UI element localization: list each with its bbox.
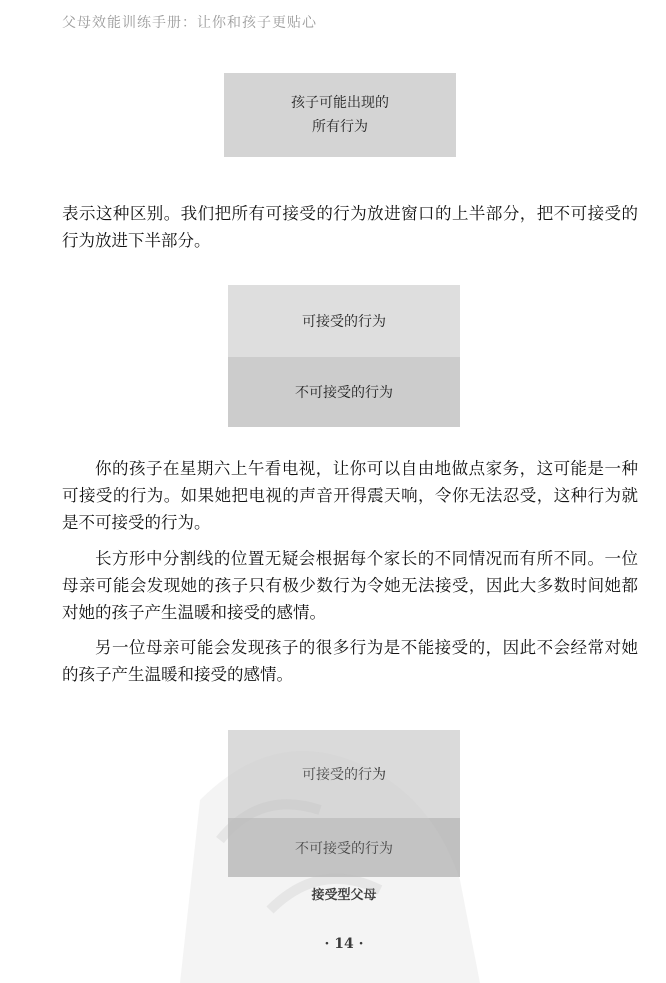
running-header: 父母效能训练手册：让你和孩子更贴心	[62, 15, 317, 31]
paragraph-2: 你的孩子在星期六上午看电视，让你可以自由地做点家务，这可能是一种可接受的行为。如果她把电视的声音开得震天响，令你无法忍受，这种行为就是不可接受的行为。	[62, 459, 638, 532]
figure-all-behaviors	[224, 73, 456, 157]
paragraph-3: 长方形中分割线的位置无疑会根据每个家长的不同情况而有所不同。一位母亲可能会发现她的孩子只有极少数行为令她无法接受，因此大多数时间她都对她的孩子产生温暖和接受的感情。	[62, 549, 638, 622]
figure-all-behaviors-line2: 所有行为	[312, 119, 368, 135]
unacceptable-area	[228, 357, 460, 427]
paragraph-1: 表示这种区别。我们把所有可接受的行为放进窗口的上半部分，把不可接受的行为放进下半部分。	[62, 204, 638, 250]
figure-accepting-parent	[228, 730, 460, 877]
unacceptable-label: 不可接受的行为	[295, 840, 393, 857]
paragraph-4: 另一位母亲可能会发现孩子的很多行为是不能接受的，因此不会经常对她的孩子产生温暖和接受的感情。	[62, 638, 638, 684]
unacceptable-area	[228, 818, 460, 877]
acceptable-label: 可接受的行为	[302, 767, 386, 783]
acceptable-area	[228, 730, 460, 818]
figure-behavior-window	[228, 285, 460, 427]
figure-all-behaviors-line1: 孩子可能出现的	[291, 95, 389, 111]
unacceptable-label: 不可接受的行为	[295, 385, 393, 401]
figure-caption: 接受型父母	[311, 888, 377, 903]
acceptable-label: 可接受的行为	[302, 314, 386, 330]
page-number: · 14 ·	[324, 936, 364, 952]
acceptable-area	[228, 285, 460, 357]
